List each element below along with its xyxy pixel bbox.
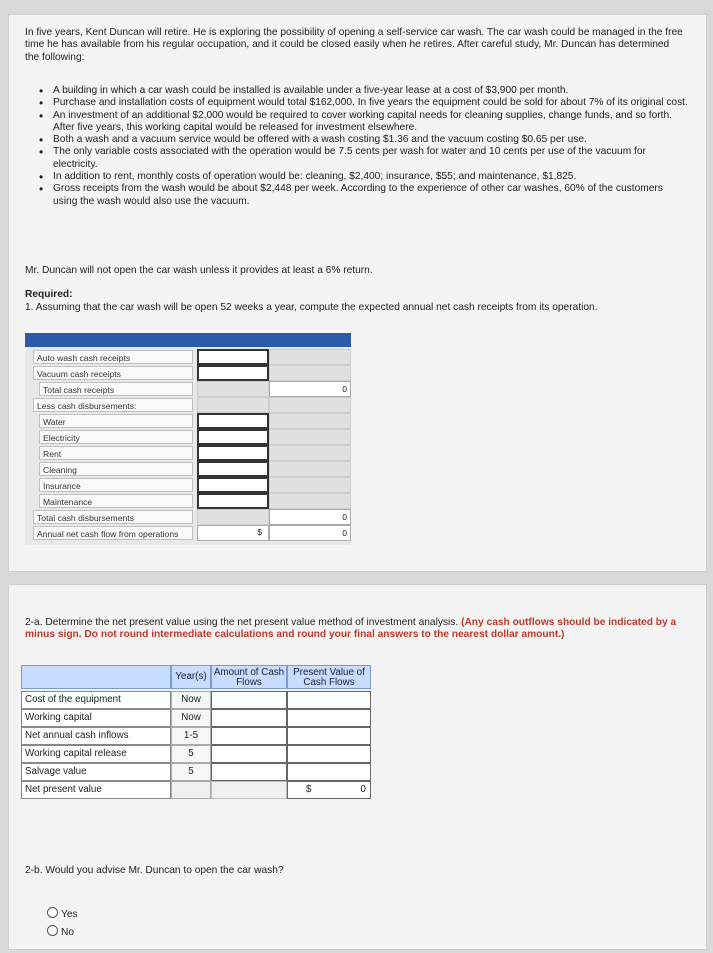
question-2a-text: 2-a. Determine the net present value using the net present value method of investment analysis. [25,617,459,628]
row-total [269,477,351,493]
row-label: Annual net cash flow from operations [33,526,193,540]
row-year: 1-5 [171,727,211,745]
row-total [269,365,351,381]
row-year: Now [171,691,211,709]
header-present-value: Present Value of Cash Flows [287,665,371,689]
equipment-pv-input[interactable] [287,691,371,709]
row-year: 5 [171,763,211,781]
table-row [25,445,351,461]
list-item: • A building in which a car wash could be installed is available under a five-year lease at a cost of $3,900 per month. [39,85,689,97]
intro-text: In five years, Kent Duncan will retire. He is exploring the possibility of opening a self-service car wash. The car wash could be managed in the free time he has available from his regular occupation, and it could be closed easily when he retires. After careful study, Mr. Duncan has determined the following: [25,27,683,63]
header-blank [21,665,171,689]
working-capital-amount-input[interactable] [211,709,287,727]
question-panel [8,584,707,950]
list-item: • The only variable costs associated with the operation would be 7.5 cents per wash for water and 10 cents per use of the vacuum for electricity. [39,146,689,171]
facts-list [39,85,689,208]
row-label: Auto wash cash receipts [33,350,193,364]
row-label: Maintenance [39,494,193,508]
row-total [269,349,351,365]
row-label: Rent [39,446,193,460]
table-row [21,745,371,763]
cleaning-input[interactable] [197,461,269,477]
net-inflows-amount-input[interactable] [211,727,287,745]
table-row [25,461,351,477]
currency-symbol: $ [306,784,312,795]
table-row [21,727,371,745]
wc-release-amount-input[interactable] [211,745,287,763]
row-label: Less cash disbursements: [33,398,193,412]
total-receipts-value: 0 [269,381,351,397]
water-input[interactable] [197,413,269,429]
row-year [171,781,211,799]
list-item: • Both a wash and a vacuum service would be offered with a wash costing $1.36 and the vacuum costing $0.65 per use. [39,134,689,146]
table-row [25,397,351,413]
option-label: No [61,927,75,938]
list-item: • In addition to rent, monthly costs of operation would be: cleaning, $2,400; insurance, $55; and maintenance, $1,825. [39,171,689,183]
row-year: Now [171,709,211,727]
row-total [269,429,351,445]
list-item: • Gross receipts from the wash would be about $2,448 per week. According to the experience of other car washes, 60% of the customers using the wash would also use the vacuum. [39,183,689,208]
problem-panel [8,14,707,572]
insurance-input[interactable] [197,477,269,493]
table-row [21,709,371,727]
list-item: • Purchase and installation costs of equipment would total $162,000. In five years the equipment could be sold for about 7% of its original cost. [39,97,689,109]
row-total [269,445,351,461]
salvage-pv-input[interactable] [287,763,371,781]
table-row [25,525,351,541]
table-row [25,365,351,381]
row-label: Salvage value [21,763,171,781]
total-disbursements-value: 0 [269,509,351,525]
table-header [21,665,371,689]
auto-wash-receipts-input[interactable] [197,349,269,365]
row-total [269,493,351,509]
vacuum-receipts-input[interactable] [197,365,269,381]
option-label: Yes [61,909,78,920]
row-label: Cleaning [39,462,193,476]
row-label: Cost of the equipment [21,691,171,709]
table-row [25,477,351,493]
option-no[interactable] [47,925,74,938]
empty-cell [197,397,269,413]
radio-icon[interactable] [47,925,58,936]
row-label: Total cash receipts [39,382,193,396]
row-label: Electricity [39,430,193,444]
table-row [25,413,351,429]
question-2a-note: (Any cash outflows should be indicated by a minus sign. Do not round intermediate calculations and round your final answers to the nearest dollar amount.) [25,617,677,640]
row-label: Insurance [39,478,193,492]
row-label: Vacuum cash receipts [33,366,193,380]
list-item: • An investment of an additional $2,000 would be required to cover working capital needs for cleaning supplies, change funds, and so forth. After five years, this working capital would be released for investment elsewhere. [39,110,689,135]
table-row [25,493,351,509]
radio-icon[interactable] [47,907,58,918]
empty-cell [197,509,269,525]
row-total [269,461,351,477]
rent-input[interactable] [197,445,269,461]
wc-release-pv-input[interactable] [287,745,371,763]
row-label: Net annual cash inflows [21,727,171,745]
npv-value [287,781,371,799]
return-note: Mr. Duncan will not open the car wash unless it provides at least a 6% return. [25,265,373,276]
question-2a [25,617,705,641]
row-label: Total cash disbursements [33,510,193,524]
currency-symbol: $ [257,527,262,537]
net-cash-flow-value: 0 [269,525,351,541]
option-yes[interactable] [47,907,78,920]
header-amount: Amount of Cash Flows [211,665,287,689]
question-2b: 2-b. Would you advise Mr. Duncan to open the car wash? [25,865,284,876]
requirement-1: 1. Assuming that the car wash will be open 52 weeks a year, compute the expected annual net cash receipts from its operation. [25,302,598,313]
row-label: Net present value [21,781,171,799]
table-row [21,691,371,709]
cash-receipts-table [25,333,351,545]
required-label: Required: [25,289,73,300]
empty-cell [211,781,287,799]
working-capital-pv-input[interactable] [287,709,371,727]
net-cash-flow-cell [197,525,269,541]
salvage-amount-input[interactable] [211,763,287,781]
row-label: Working capital release [21,745,171,763]
row-total [269,413,351,429]
header-year: Year(s) [171,665,211,689]
table-row [21,763,371,781]
table-row [25,381,351,397]
row-label: Working capital [21,709,171,727]
electricity-input[interactable] [197,429,269,445]
table-header [25,333,351,347]
net-inflows-pv-input[interactable] [287,727,371,745]
table-row [25,509,351,525]
table-row [25,349,351,365]
table-row [21,781,371,799]
row-year: 5 [171,745,211,763]
maintenance-input[interactable] [197,493,269,509]
row-total [269,397,351,413]
empty-cell [197,381,269,397]
table-row [25,429,351,445]
npv-number: 0 [360,784,366,795]
equipment-amount-input[interactable] [211,691,287,709]
row-label: Water [39,414,193,428]
